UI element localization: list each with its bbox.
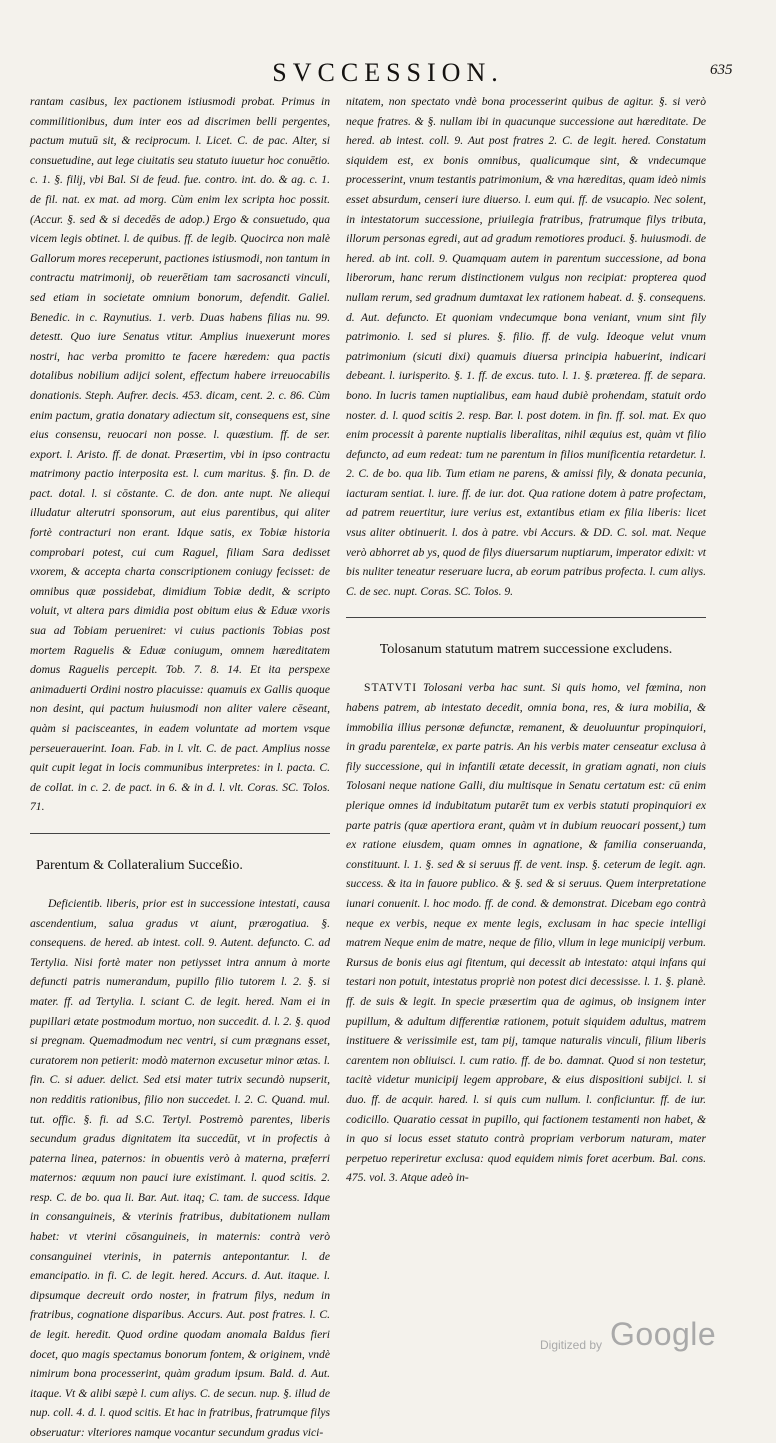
digitized-by-label: Digitized by xyxy=(540,1338,603,1352)
section-rule xyxy=(30,833,330,834)
section-rule xyxy=(346,617,706,618)
digitized-watermark xyxy=(540,1318,760,1358)
statuti-text: Tolosani verba hac sunt. Si quis homo, vel fœmina, non habens patrem, ab intestato decedit, omnia bona, res, & iura mobilia, & immobilia illius personæ defunctæ, remanent, & deuoluuntur propinquiori, in gradu parentelæ, ex parte patris. An his verbis mater censeatur exclusa à fily successione, qui in infantili ætate decessit, in gratiam agnati, non ciuis Tolosani neque natione Galli, diu multisque in Senatu certatum est: cū enim plerique omnes id indubitatum putarēt tum ex verbis statuti propinquiori ex parte patris (quæ apertiora erant, quàm vt in dubium reuocari possent,) tum ex ratione eiusdem, quam omnes in agnatione, & familia conseruanda, constituunt. l. 1. §. sed & si seruus ff. de vent. insp. §. ceterum de legit. agn. success. & ita in fauore publico. & §. sed & si seruus. Quem interpretatione iunari conuenit. l. hoc modo. ff. de cond. & demonstrat. Dicebam ego contrà neque ex verbis, neque ex mente legis, exclusam in hac specie intelligi matrem Neque enim de matre, neque de filio, vllum in lege municipij verbum. Rursus de bonis eius agi fitentum, qui decessit ab intestato: atqui infans qui testari non potuit, intestatus propriè non potest dici decessisse. l. 1. §. planè. ff. de suis & legit. In specie præsertim qua de agimus, ob insignem inter pupillum, & adultum differentiæ rationem, potuit siquidem adultus, matrem instituere & verissimile est, tam pij, tamque naturalis vinculi, filium liberis carentem non obliuisci. l. cum ratio. ff. de bo. damnat. Quod si non testetur, tacitè videtur municipij legem approbare, & eius dispositioni subijci. l. si duo. ff. de acquir. hared. l. si quis cum nullum. l. conficiuntur. ff. de iur. codicillo. Quaratio cessat in pupillo, qui factionem testamenti non habet, & in quo si locus esset statuto contrà propriam verborum naturam, mater perpetuo reperiretur exclusa: quod equidem nimis foret acerbum. Bal. cons. 475. vol. 3. Atque adeò in- xyxy=(346,681,706,1185)
right-paragraph-statutum xyxy=(346,678,706,1187)
statuti-lead-word: STATVTI xyxy=(364,681,418,695)
left-column xyxy=(30,92,330,1439)
section-heading-parentum: Parentum & Collateralium Succeßio. xyxy=(36,857,243,873)
right-paragraph-continuation: nitatem, non spectato vndè bona processerint quibus de agitur. §. si verò neque fratres. & §. nullam ibi in quacunque successione aut hæreditate. De hered. ab intest. coll. 9. Aut post fratres 2. C. de legit. hered. Constatum siquidem est, ex bonis omnibus, qualicumque sint, & vndecumque processerint, vnum testantis patrimonium, & vna hæreditas, quam ideò nimis esset absurdum, censeri iure diuerso. l. eum qui. ff. de vsucapio. Nec solent, in intestatorum successione, priuilegia fratribus, fratrumque filys tributa, illorum personas egredi, aut ad gradum remotiores produci. §. huiusmodi. de hered. ab int. coll. 9. Quamquam autem in parentum successione, ad bona liberorum, hanc rerum distinctionem vulgus non recipiat: propterea quod nullam rerum, sed gradnum dumtaxat lex rationem habeat. d. §. consequens. d. Aut. defuncto. Et quoniam vndecumque bona veniant, vnum sint fily patrimonio. l. sed si plures. §. filio. ff. de vulg. Ideoque velut vnum patrimonium (sicuti dixi) quamuis diuersa principia habuerint, indicari debeant. l. iurisperito. §. 1. ff. de excus. tuto. l. 1. §. præterea. ff. de separa. bono. In lucris tamen nuptialibus, eam haud dubiè prohendam, statuit ordo noster. d. l. quod scitis 2. resp. Bar. l. post dotem. in fin. ff. sol. mat. Ex quo enim processit à parente nuptialis liberalitas, nihil æquius est, quàm vt filio defuncto, ad eum redeat: tum ne parentum in filios munificentia retardetur. l. 2. C. de bo. qua lib. Tum etiam ne parens, & amissi fily, & donata pecunia, iacturam sentiat. l. iure. ff. de iur. dot. Qua ratione dotem à patre profectam, ad patrem reuertitur, iure verius est, extantibus etiam ex filia liberis: licet vsus aliter obtinuerit. l. dos à patre. vbi Accurs. & DD. C. sol. mat. Neque verò abhorret ab ys, quod de filys diuersarum nuptiarum, imperator edixit: vt bis nuliter teneatur reseruare lucra, ab eorum patribus profecta. l. cum aliys. C. de sec. nupt. Coras. SC. Tolos. 9. xyxy=(346,95,706,598)
right-column xyxy=(346,92,706,1272)
left-paragraph-pactum: rantam casibus, lex pactionem istiusmodi probat. Primus in commilitionibus, dum inter eos ad discrimen belli pergentes, pactum mutuū sit, & reciprocum. l. Licet. C. de pac. Alter, si consuetudine, aut lege ciuitatis seu statuto iuuetur hoc conuētio. c. 1. §. filij, vbi Bal. Si de feud. fue. contro. int. do. & ag. c. 1. de fil. nat. ex mat. ad morg. Cùm enim lex scripta hoc possit. (Accur. §. sed & si decedēs de adop.) Ergo & consuetudo, qua vicem legis obtinet. l. de quibus. ff. de legib. Quocirca non malè Gallorum mores receperunt, pactiones istiusmodi, non tantum in contractu matrimonij, ob reuerētiam tam sacrosancti vinculi, sed etiam in societate omnium bonorum, defendit. Galiel. Benedic. in c. Raynutius. 1. verb. Duas habens filias nu. 99. detestt. Quo iure Senatus vtitur. Amplius inuexerunt mores nostri, hac verba promitto te facere hæredem: qua pactis dotalibus nobilium adijci solent, effectum habere irreuocabilis donationis. Steph. Aufrer. decis. 453. dicam, cent. 2. c. 86. Cùm enim pactum, gratia donatary adiectum sit, consequens est, sine eius consensu, reuocari non posse. l. quæstium. ff. de ser. export. l. Aristo. ff. de donat. Præsertim, vbi in ipso contractu matrimony pactio interposita est. l. cum maritus. §. fin. D. de pact. dotal. l. si cōstante. C. de don. ante nupt. Ne aliequi illudatur alterutri sponsorum, aut eius parentibus, qui aliter fortè contracturi non erant. Idque satis, ex Tobiæ historia comprobari potest, cui cum Raguel, filiam Sara dedisset vxorem, & accepta charta conscriptionem coniugy fecisset: de omnibus quæ possidebat, dimidium Tobiæ dedit, & scripto voluit, vt altera pars dimidia post obitum eius & Eduæ vxoris sua ad Tobiam perueniret: vi cuius pactionis Tobias post mortem Raguelis & Eduæ coniugum, omnem hæreditatem domus Raguelis percepit. Tob. 7. 8. 14. Et ita perspexe animaduerti Ordini nostro placuisse: quamuis ex Gallis quoque non desint, qui pactum huiusmodi non aliter valere cēseant, quàm si pacisceantes, in eadem voluntate ad mortem vsque perseuerauerint. Ioan. Fab. in l. vlt. C. de pact. Amplius nosse quit cupit legat in locis communibus interpretes: in l. pacta. C. de collat. in c. 2. de pact. in 6. & in d. l. vlt. Coras. SC. Tolos. 71. xyxy=(30,95,330,814)
google-logo: Google xyxy=(610,1316,717,1352)
page-number: 635 xyxy=(710,62,733,78)
running-title: SVCCESSION. xyxy=(272,58,504,87)
section-heading-tolosanum: Tolosanum statutum matrem successione excludens. xyxy=(379,642,673,658)
left-paragraph-parentum: Deficientib. liberis, prior est in successione intestati, causa ascendentium, salua gradus vt aiunt, prærogatiua. §. consequens. de hered. ab intest. coll. 9. Autent. defuncto. C. ad Tertylia. Nisi fortè mater non petiysset intra annum à morte defuncti patris numerandum, pupillo filio tutorem l. 2. §. si mater. ff. ad Tertylia. l. sciant C. de legit. hered. Nam ei in pupillari ætate postmodum mortuo, non succedit. d. l. 2. §. quod si pregnam. Quemadmodum nec ventri, si cum prægnans esset, curatorem non petierit: modò maternon excusetur minor ætas. l. fin. C. si aduer. delict. Sed etsi mater tutrix secundò nupserit, non redditis rationibus, filio non succedet. l. 2. C. Quand. mul. tut. offic. §. fi. ad S.C. Tertyl. Postremò parentes, liberis secundum gradus dignitatem ita succedūt, vt in profectis à paterna linea, paternos: in obuentis verò à materna, præferri maternos: æquum non pauci iure existimant. l. quod scitis. 2. resp. C. de bo. qua li. Bar. Aut. itaq; C. tam. de success. Idque in consanguineis, & vterinis fratribus, dubitationem nullam habet: vt vterini cōsanguineis, in maternis: contrà verò consanguinei vterinis, in paternis antepontantur. l. de emancipatio. in fi. C. de legit. hered. Accurs. d. Aut. itaque. l. dipsumque decreuit ordo noster, in fratrum filys, nedum in fratribus, cognatione disparibus. Accurs. Aut. post fratres. l. C. de legit. heredit. Quod ordine quodam anomala Baldus fieri docet, quo magis spectamus bonorum fontem, & originem, vndè nimirum bona processerint, quàm gradum ipsum. Bald. d. Aut. itaque. Vt & alibi sæpè l. cum aliys. C. de secun. nup. §. illud de nup. coll. 4. d. l. quod scitis. Et hac in fratribus, fratrumque filys obseruatur: vlteriores namque vocantur secundum gradus vici- xyxy=(30,896,330,1439)
